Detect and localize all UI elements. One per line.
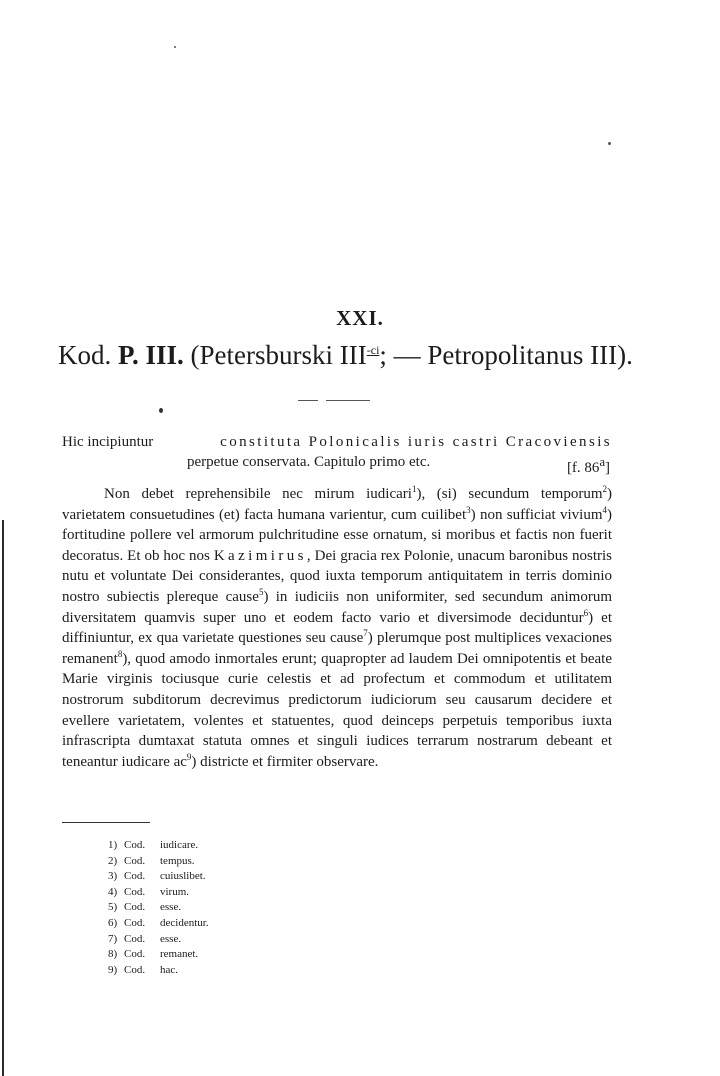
footnote-ref-6: 6 [583, 607, 589, 618]
footnote-text: hac. [160, 963, 179, 976]
footnote-item [108, 900, 209, 916]
footnote-cod: Cod. [124, 901, 146, 914]
footnote-item [108, 885, 209, 901]
incipit-spaced-title: constituta Polonicalis iuris castri Cracoviensis [220, 434, 612, 450]
body-text-segment: ) et diffiniuntur, ex qua varietate questiones seu cause [62, 609, 612, 647]
incipit-opening: Hic incipiuntur [62, 434, 154, 450]
footnote-mark: 8) [108, 948, 118, 961]
footnote-cod: Cod. [124, 854, 146, 867]
footnote-mark: 6) [108, 916, 118, 929]
title-ornament-rule [298, 400, 370, 401]
main-title [58, 340, 678, 371]
footnote-text: virum. [160, 885, 190, 898]
ink-dot [159, 408, 163, 413]
body-text-segment: ), quod amodo inmortales erunt; quapropter ad laudem Dei omnipotentis et beate Marie virginis tociusque curie celestis et ad profectum et commodum et utilitatem nostrorum subditorum decrevimus predictorum iudiciorum seu causarum decidere et evellere varietatem, volentes et statuentes, quod deinceps perpetuis temporibus iuxta infrascripta dumtaxat statuta omnes et singuli iudices terrarum nostrarum debeant et teneantur iudicare ac [62, 650, 612, 770]
footnote-text: decidentur. [160, 916, 209, 929]
title-petersburski: (Petersburski III [190, 340, 367, 370]
footnote-text: esse. [160, 932, 182, 945]
footnote-ref-4: 4 [602, 504, 607, 515]
footnote-text: tempus. [160, 854, 195, 867]
footnote-mark: 9) [108, 963, 118, 976]
footnote-cod: Cod. [124, 870, 146, 883]
footnote-cod: Cod. [124, 963, 146, 976]
folio-bracket: ] [605, 460, 610, 476]
body-text-segment: ) fortitudine pollere vel armorum pulchritudine esse ornatum, si moribus et factis non fuerit decoratus. Et ob hoc nos [62, 506, 612, 564]
footnote-mark: 5) [108, 901, 118, 914]
footnote-item [108, 869, 209, 885]
body-text-segment: Non debet reprehensibile nec mirum iudicari [104, 486, 412, 502]
page-edge [2, 520, 4, 1076]
title-kod: Kod. [58, 340, 112, 370]
incipit-continuation: perpetue conservata. Capitulo primo etc. [187, 454, 431, 470]
footnotes-list [108, 838, 209, 978]
title-petropolitanus: ; — Petropolitanus III). [379, 340, 633, 370]
title-siglum: P. III. [118, 340, 184, 370]
folio-superscript: a [599, 455, 605, 469]
footnote-text: esse. [160, 901, 182, 914]
footnote-text: remanet. [160, 948, 199, 961]
footnote-mark: 1) [108, 839, 118, 851]
folio-number: [f. 86 [566, 460, 600, 476]
body-text-segment: ) plerumque post multiplices vexaciones remanent [62, 630, 612, 667]
footnote-cod: Cod. [124, 839, 146, 851]
footnote-text: cuiuslibet. [160, 870, 206, 883]
footnote-cod: Cod. [124, 932, 146, 945]
footnote-mark: 2) [108, 854, 118, 867]
footnote-ref-9: 9 [186, 751, 192, 762]
body-text-segment: ) districte et firmiter observare. [191, 753, 379, 770]
body-text-segment: , Dei gracia rex Polonie, unacum baronibus nostris nutu et voluntate Dei considerantes, quod iuxta temporum antiquitatem in terris dominio nostro subiectis plereque cause [62, 547, 612, 605]
king-name: Kazimirus [213, 547, 307, 564]
scan-speck [608, 142, 611, 145]
footnote-ref-7: 7 [363, 628, 368, 639]
body-paragraph [62, 484, 612, 772]
chapter-number: XXI. [336, 306, 384, 330]
footnote-item [108, 916, 209, 932]
footnote-item [108, 838, 209, 854]
footnote-cod: Cod. [124, 948, 146, 961]
footnote-cod: Cod. [124, 885, 146, 898]
footnote-ref-2: 2 [602, 484, 607, 494]
footnote-item [108, 932, 209, 948]
footnote-ref-1: 1 [411, 484, 417, 494]
footnote-item [108, 947, 209, 963]
folio-reference [567, 452, 612, 478]
footnote-ref-8: 8 [117, 648, 123, 659]
body-text-segment: ) varietatem consuetudines (et) facta humana varientur, cum cuilibet [62, 486, 612, 523]
footnote-separator [62, 822, 150, 823]
title-superscript: -ci [366, 343, 380, 357]
incipit [62, 432, 612, 478]
body-text-segment: ) non sufficiat vivium [470, 506, 603, 523]
body-text-segment: ) in iudiciis non uniformiter, sed secundum animorum diversitatem quamvis super uno et eodem facto vario et diversimode deciduntur [62, 588, 612, 626]
footnote-cod: Cod. [124, 916, 146, 929]
footnote-item [108, 854, 209, 870]
body-text-segment: ), (si) secundum temporum [416, 486, 603, 502]
footnote-item [108, 963, 209, 979]
scan-speck [174, 46, 176, 48]
footnote-ref-5: 5 [258, 586, 264, 597]
footnote-mark: 7) [108, 932, 118, 945]
footnote-ref-3: 3 [466, 504, 471, 515]
footnote-mark: 3) [108, 870, 118, 883]
footnote-text: iudicare. [160, 839, 199, 851]
footnote-mark: 4) [108, 885, 118, 898]
